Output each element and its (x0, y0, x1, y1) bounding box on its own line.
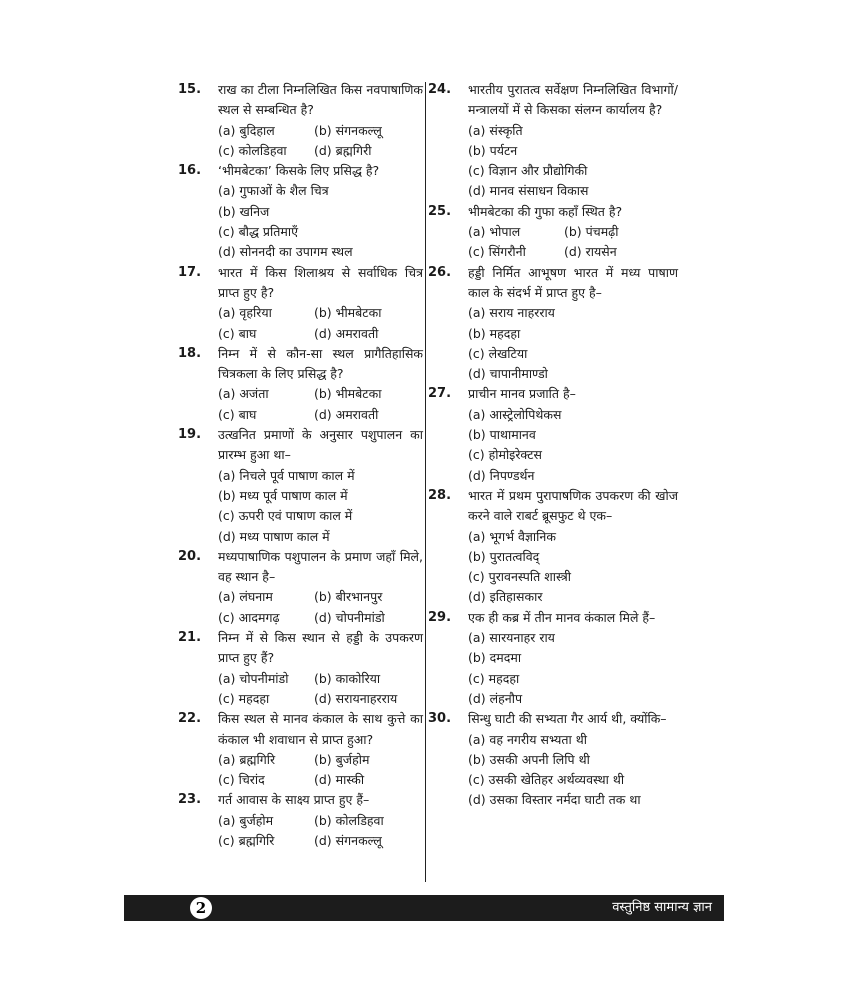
answer-option: (b) पर्यटन (468, 142, 518, 158)
answer-option: (d) उसका विस्तार नर्मदा घाटी तक था (468, 792, 641, 808)
question-text: सिन्धु घाटी की सभ्यता गैर आर्य थी, क्योंकि– (468, 711, 667, 727)
option-row (218, 486, 423, 506)
answer-option: (a) गुफाओं के शैल चित्र (218, 183, 329, 199)
answer-option: (b) पाथामानव (468, 427, 536, 443)
answer-option: (b) उसकी अपनी लिपि थी (468, 751, 590, 767)
question-item (178, 547, 423, 628)
answer-option: (c) कोलडिहवा (218, 142, 287, 158)
left-question-column (178, 80, 423, 851)
answer-option: (c) ब्रह्मगिरि (218, 832, 275, 848)
question-item (428, 486, 678, 608)
question-text: निम्न में से कौन-सा स्थल प्रागैतिहासिक चित्रकला के लिए प्रसिद्ध है? (218, 345, 423, 382)
option-row (218, 384, 423, 404)
answer-option: (d) चापानीमाण्डो (468, 366, 548, 382)
question-number: 22. (178, 711, 202, 727)
answer-option: (b) बुर्जहोम (314, 751, 370, 767)
question-text: प्राचीन मानव प्रजाति है– (468, 386, 576, 402)
answer-option: (a) वृहरिया (218, 305, 272, 321)
right-question-column (428, 80, 678, 811)
option-row (218, 141, 423, 161)
answer-option: (d) मध्य पाषाण काल में (218, 528, 330, 544)
question-text: उत्खनित प्रमाणों के अनुसार पशुपालन का प्रारम्भ हुआ था– (218, 427, 423, 463)
option-row (468, 567, 678, 587)
answer-option: (b) भीमबेटका (314, 305, 382, 321)
question-item (178, 263, 423, 344)
option-row (218, 689, 423, 709)
answer-option: (a) वह नगरीय सभ्यता थी (468, 731, 587, 747)
question-text: राख का टीला निम्नलिखित किस नवपाषाणिक स्थल से सम्बन्धित है? (218, 82, 423, 118)
answer-option: (a) निचले पूर्व पाषाण काल में (218, 467, 355, 483)
question-number: 20. (178, 548, 202, 564)
answer-option: (b) पंचमढ़ी (564, 224, 619, 240)
option-row (468, 587, 678, 607)
question-item (178, 344, 423, 425)
option-row (218, 405, 423, 425)
answer-option: (a) सारयनाहर राय (468, 630, 555, 646)
question-text: गर्त आवास के साक्ष्य प्राप्त हुए हैं– (218, 792, 370, 808)
option-row (468, 547, 678, 567)
option-row (468, 770, 678, 790)
question-number: 24. (428, 82, 452, 97)
question-text: हड्डी निर्मित आभूषण भारत में मध्य पाषाण काल के संदर्भ में प्राप्त हुए है– (468, 264, 678, 300)
option-row (468, 669, 678, 689)
option-row (218, 303, 423, 323)
answer-option: (d) चोपनीमांडो (314, 609, 385, 625)
answer-option: (d) मास्की (314, 772, 365, 788)
page-number: 2 (190, 897, 212, 919)
question-number: 26. (428, 264, 452, 280)
answer-option: (d) सरायनाहरराय (314, 690, 398, 706)
question-item (178, 709, 423, 790)
answer-option: (d) ब्रह्मगिरी (314, 142, 372, 158)
question-text: किस स्थल से मानव कंकाल के साथ कुत्ते का कंकाल भी शवाधान से प्राप्त हुआ? (218, 711, 423, 747)
question-item (428, 202, 678, 263)
question-item (428, 709, 678, 810)
option-row (468, 303, 678, 323)
question-item (178, 80, 423, 161)
question-item (178, 790, 423, 851)
answer-option: (a) चोपनीमांडो (218, 670, 289, 686)
answer-option: (a) ब्रह्मगिरि (218, 751, 276, 767)
book-title: वस्तुनिष्ठ सामान्य ज्ञान (612, 900, 712, 915)
answer-option: (b) पुरातत्वविद् (468, 548, 540, 564)
question-text: भारतीय पुरातत्व सर्वेक्षण निम्नलिखित विभागों/मन्त्रालयों में से किसका संलग्न कार्यालय है? (468, 82, 678, 118)
question-item (428, 384, 678, 485)
answer-option: (c) उसकी खेतिहर अर्थव्यवस्था थी (468, 772, 625, 788)
question-item (428, 263, 678, 385)
answer-option: (b) दमदमा (468, 650, 522, 666)
answer-option: (b) मध्य पूर्व पाषाण काल में (218, 487, 348, 503)
answer-option: (a) बुर्जहोम (218, 812, 274, 828)
option-row (468, 161, 678, 181)
question-number: 23. (178, 792, 202, 808)
option-row (468, 222, 678, 242)
question-text: मध्यपाषाणिक पशुपालन के प्रमाण जहाँ मिले, वह स्थान है– (218, 548, 423, 585)
answer-option: (a) संस्कृति (468, 122, 523, 138)
answer-option: (c) पुरावनस्पति शास्त्री (468, 569, 571, 585)
question-number: 17. (178, 264, 202, 280)
answer-option: (b) काकोरिया (314, 670, 381, 686)
question-item (178, 425, 423, 547)
answer-option: (c) महदहा (218, 690, 270, 706)
option-row (218, 242, 423, 262)
option-row (218, 222, 423, 242)
question-number: 27. (428, 386, 452, 402)
question-number: 18. (178, 345, 202, 361)
question-number: 21. (178, 630, 202, 646)
question-number: 16. (178, 163, 202, 179)
answer-option: (a) अजंता (218, 386, 269, 402)
option-row (468, 344, 678, 364)
answer-option: (c) सिंगरौनी (468, 244, 526, 260)
answer-option: (c) बौद्ध प्रतिमाएँ (218, 224, 299, 240)
option-row (468, 648, 678, 668)
answer-option: (a) आस्ट्रेलोपिथेकस (468, 406, 562, 422)
answer-option: (d) लंहनौप (468, 690, 523, 706)
answer-option: (b) भीमबेटका (314, 386, 382, 402)
option-row (468, 790, 678, 810)
option-row (218, 202, 423, 222)
answer-option: (d) संगनकल्लू (314, 832, 382, 848)
option-row (468, 425, 678, 445)
option-row (218, 181, 423, 201)
answer-option: (c) बाघ (218, 325, 257, 341)
answer-option: (d) अमरावती (314, 406, 379, 422)
question-number: 29. (428, 609, 452, 625)
option-row (468, 730, 678, 750)
answer-option: (a) बुदिहाल (218, 122, 275, 138)
answer-option: (c) बाघ (218, 406, 257, 422)
option-row (468, 364, 678, 384)
answer-option: (c) लेखटिया (468, 345, 528, 361)
option-row (218, 527, 423, 547)
option-row (468, 466, 678, 486)
option-row (218, 587, 423, 607)
question-number: 19. (178, 427, 202, 443)
option-row (468, 527, 678, 547)
option-row (218, 811, 423, 831)
option-row (468, 689, 678, 709)
answer-option: (c) आदमगढ़ (218, 609, 280, 625)
answer-option: (a) भूगर्भ वैज्ञानिक (468, 528, 556, 544)
answer-option: (d) मानव संसाधन विकास (468, 183, 589, 199)
answer-option: (c) होमोइरेक्टस (468, 447, 542, 463)
answer-option: (a) भोपाल (468, 224, 521, 240)
question-text: निम्न में से किस स्थान से हड्डी के उपकरण प्राप्त हुए हैं? (218, 630, 423, 666)
answer-option: (d) इतिहासकार (468, 589, 543, 605)
answer-option: (b) बीरभानपुर (314, 589, 383, 605)
question-number: 28. (428, 487, 452, 503)
answer-option: (c) महदहा (468, 670, 520, 686)
option-row (468, 181, 678, 201)
question-text: एक ही कब्र में तीन मानव कंकाल मिले हैं– (468, 609, 656, 625)
answer-option: (a) सराय नाहरराय (468, 305, 555, 321)
option-row (218, 831, 423, 851)
answer-option: (c) चिरांद (218, 772, 265, 788)
question-item (178, 161, 423, 262)
question-text: भारत में प्रथम पुरापाषणिक उपकरण की खोज करने वाले राबर्ट ब्रूसफुट थे एक– (468, 487, 678, 524)
column-divider (425, 82, 426, 882)
answer-option: (b) संगनकल्लू (314, 122, 382, 138)
option-row (468, 445, 678, 465)
option-row (218, 121, 423, 141)
option-row (468, 242, 678, 262)
question-number: 30. (428, 711, 452, 727)
question-text: ‘भीमबेटका’ किसके लिए प्रसिद्ध है? (218, 163, 380, 179)
answer-option: (b) खनिज (218, 203, 270, 219)
option-row (218, 770, 423, 790)
answer-option: (c) ऊपरी एवं पाषाण काल में (218, 508, 353, 524)
option-row (468, 405, 678, 425)
answer-option: (b) कोलडिहवा (314, 812, 384, 828)
option-row (218, 669, 423, 689)
answer-option: (d) सोननदी का उपागम स्थल (218, 244, 353, 260)
option-row (218, 466, 423, 486)
question-item (178, 628, 423, 709)
option-row (218, 324, 423, 344)
option-row (218, 506, 423, 526)
option-row (218, 750, 423, 770)
answer-option: (d) निपण्डर्थन (468, 467, 535, 483)
option-row (218, 608, 423, 628)
option-row (468, 121, 678, 141)
question-number: 25. (428, 203, 452, 219)
option-row (468, 750, 678, 770)
answer-option: (c) विज्ञान और प्रौद्योगिकी (468, 163, 588, 179)
question-item (428, 608, 678, 709)
question-text: भारत में किस शिलाश्रय से सर्वाधिक चित्र प्राप्त हुए है? (218, 264, 423, 300)
answer-option: (d) रायसेन (564, 244, 617, 260)
question-item (428, 80, 678, 202)
answer-option: (a) लंघनाम (218, 589, 273, 605)
option-row (468, 141, 678, 161)
question-number: 15. (178, 82, 202, 97)
answer-option: (b) महदहा (468, 325, 521, 341)
question-text: भीमबेटका की गुफा कहाँ स्थित है? (468, 203, 623, 219)
option-row (468, 324, 678, 344)
option-row (468, 628, 678, 648)
answer-option: (d) अमरावती (314, 325, 379, 341)
